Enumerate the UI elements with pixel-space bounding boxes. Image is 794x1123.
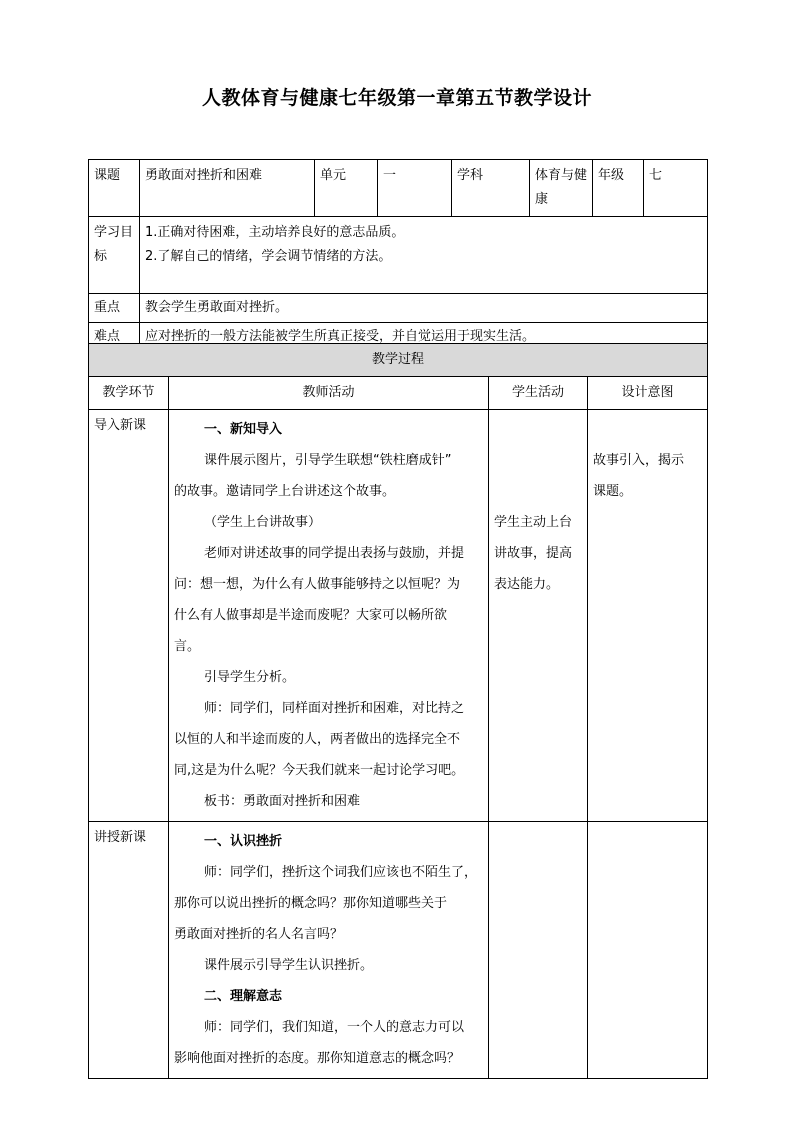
new-heading-2: 二、理解意志 bbox=[204, 989, 283, 1004]
intro-line: （学生上台讲故事） bbox=[204, 515, 322, 530]
process-header: 教学过程 bbox=[89, 344, 708, 377]
goals-cell bbox=[140, 217, 708, 294]
intent-line: 课题。 bbox=[593, 484, 633, 499]
intro-line: 引导学生分析。 bbox=[204, 670, 296, 685]
new-line: 师：同学们，挫折这个词我们应该也不陌生了， bbox=[204, 865, 478, 880]
student-line: 表达能力。 bbox=[494, 577, 560, 592]
intro-heading: 一、新知导入 bbox=[204, 422, 283, 437]
col-header-teacher: 教师活动 bbox=[169, 377, 489, 410]
col-header-intent: 设计意图 bbox=[588, 377, 708, 410]
intro-line: 板书：勇敢面对挫折和困难 bbox=[204, 794, 361, 809]
col-header-stage: 教学环节 bbox=[89, 377, 169, 410]
subject-value: 体育与健康 bbox=[530, 160, 593, 217]
design-intent-new bbox=[588, 822, 708, 1079]
student-activity-new bbox=[489, 822, 588, 1079]
col-header-student: 学生活动 bbox=[489, 377, 588, 410]
goals-label: 学习目标 bbox=[89, 217, 140, 294]
grade-value: 七 bbox=[644, 160, 708, 217]
intro-line: 老师对讲述故事的同学提出表扬与鼓励，并提 bbox=[204, 546, 465, 561]
key-label: 重点 bbox=[89, 294, 140, 323]
subject-label: 学科 bbox=[452, 160, 530, 217]
stage-intro: 导入新课 bbox=[89, 410, 169, 822]
topic-value: 勇敢面对挫折和困难 bbox=[140, 160, 315, 217]
new-line: 那你可以说出挫折的概念吗？那你知道哪些关于 bbox=[174, 896, 448, 911]
key-value: 教会学生勇敢面对挫折。 bbox=[140, 294, 708, 323]
difficulty-value: 应对挫折的一般方法能被学生所真正接受，并自觉运用于现实生活。 bbox=[140, 323, 708, 352]
new-line: 影响他面对挫折的态度。那你知道意志的概念吗？ bbox=[174, 1051, 461, 1066]
intro-line: 言。 bbox=[174, 639, 201, 654]
intro-line: 问：想一想，为什么有人做事能够持之以恒呢？为 bbox=[174, 577, 461, 592]
goal-2: 2.了解自己的情绪，学会调节情绪的方法。 bbox=[145, 249, 392, 264]
stage-new: 讲授新课 bbox=[89, 822, 169, 1079]
intro-line: 什么有人做事却是半途而废呢？大家可以畅所欲 bbox=[174, 608, 448, 623]
info-table bbox=[88, 159, 708, 352]
unit-label: 单元 bbox=[315, 160, 378, 217]
process-table bbox=[88, 343, 708, 1079]
unit-value: 一 bbox=[378, 160, 452, 217]
grade-label: 年级 bbox=[593, 160, 644, 217]
intro-line: 课件展示图片，引导学生联想“铁柱磨成针” bbox=[204, 453, 452, 468]
student-line: 学生主动上台 bbox=[494, 515, 573, 530]
intro-line: 师：同学们，同样面对挫折和困难，对比持之 bbox=[204, 701, 465, 716]
teacher-activity-new bbox=[169, 822, 489, 1079]
goal-1: 1.正确对待困难，主动培养良好的意志品质。 bbox=[145, 225, 405, 240]
page-title: 人教体育与健康七年级第一章第五节教学设计 bbox=[201, 87, 592, 109]
intro-line: 以恒的人和半途而废的人，两者做出的选择完全不 bbox=[174, 732, 461, 747]
design-intent-intro bbox=[588, 410, 708, 822]
topic-label: 课题 bbox=[89, 160, 140, 217]
intro-line: 的故事。邀请同学上台讲述这个故事。 bbox=[174, 484, 396, 499]
intro-line: 同,这是为什么呢？今天我们就来一起讨论学习吧。 bbox=[174, 763, 465, 778]
new-line: 师：同学们，我们知道，一个人的意志力可以 bbox=[204, 1020, 465, 1035]
new-line: 勇敢面对挫折的名人名言吗？ bbox=[174, 927, 344, 942]
new-heading-1: 一、认识挫折 bbox=[204, 834, 283, 849]
teacher-activity-intro bbox=[169, 410, 489, 822]
intent-line: 故事引入，揭示 bbox=[593, 453, 685, 468]
student-activity-intro bbox=[489, 410, 588, 822]
new-line: 课件展示引导学生认识挫折。 bbox=[204, 958, 374, 973]
student-line: 讲故事，提高 bbox=[494, 546, 573, 561]
difficulty-label: 难点 bbox=[89, 323, 140, 352]
